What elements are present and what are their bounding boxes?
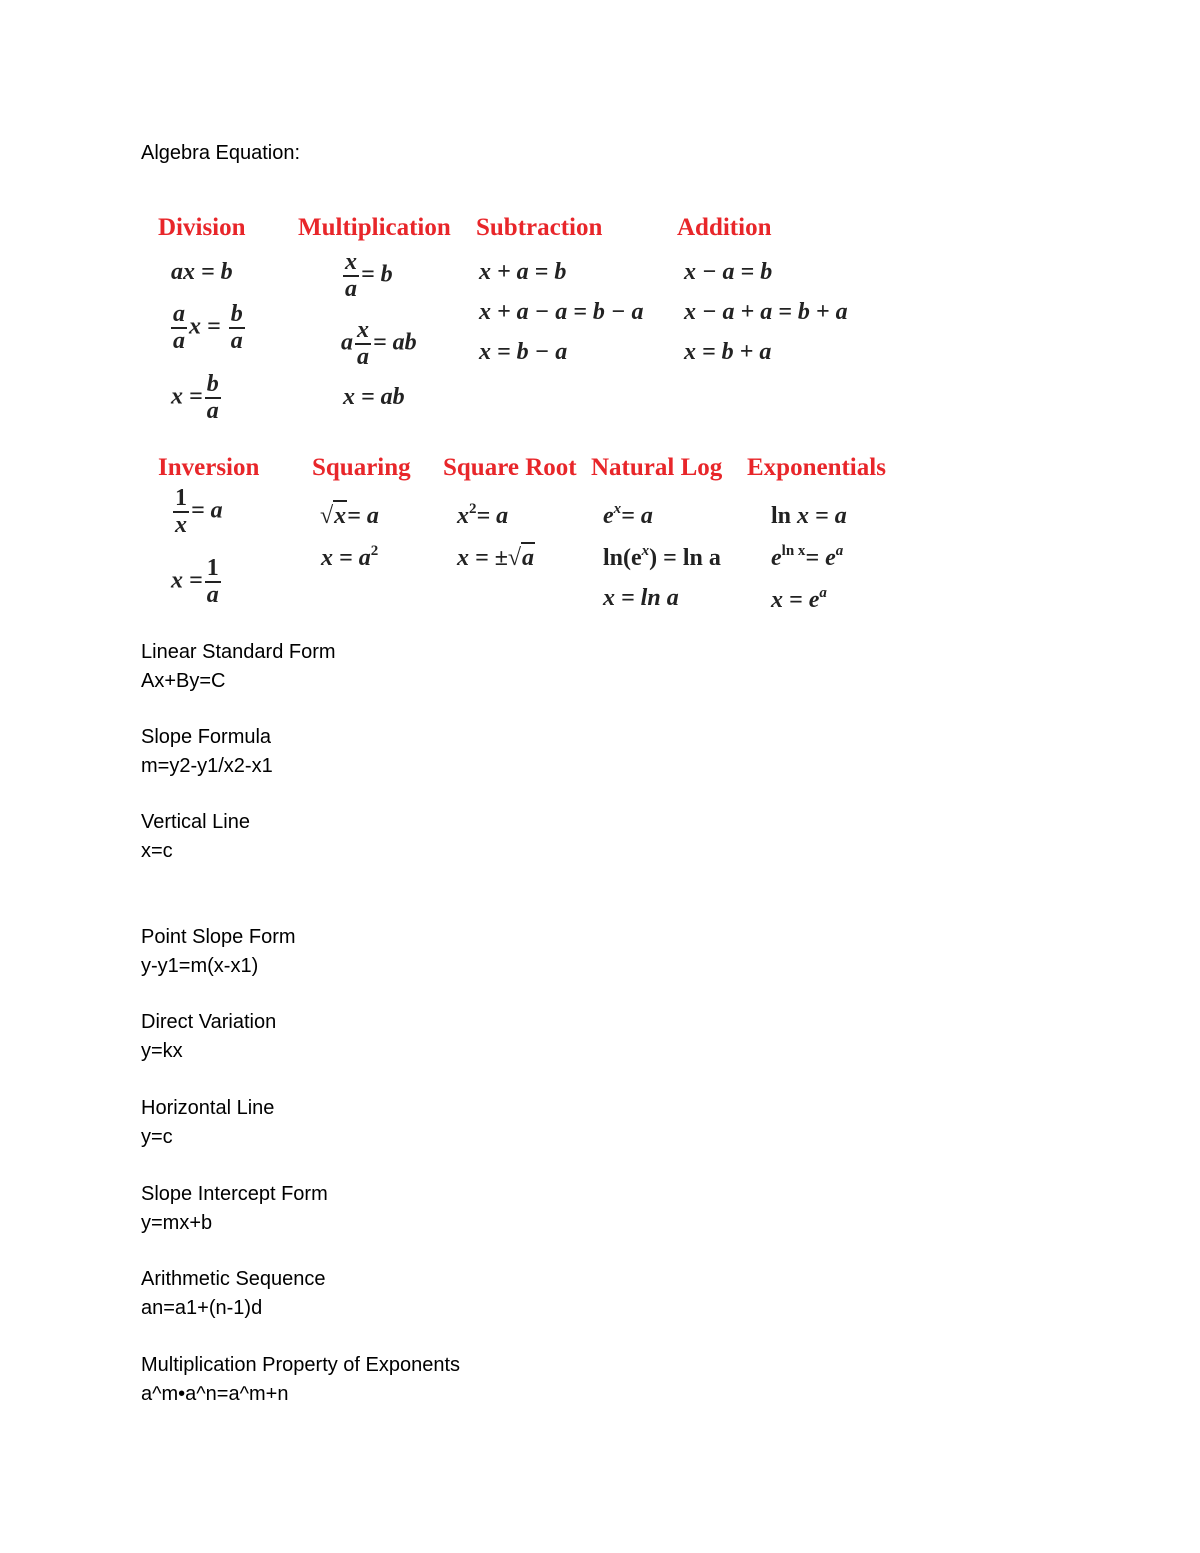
page-heading: Algebra Equation: <box>141 142 301 164</box>
inversion-eq-2: x = $\frac{1}{a}$ <box>171 555 219 609</box>
division-eq-1: ax = b <box>171 259 233 285</box>
note-formula: y=kx <box>141 1039 183 1062</box>
addition-eq-2: x − a + a = b + a <box>684 299 848 325</box>
note-formula: x=c <box>141 839 173 862</box>
header-square-root: Square Root <box>443 454 577 481</box>
natural-log-eq-2: $\ln(e^x) = \ln a$ <box>603 543 721 571</box>
note-slope-intercept-form <box>141 1180 328 1237</box>
inversion-eq-1: $\frac{1}{x}$ = a <box>175 485 223 539</box>
note-title: Arithmetic Sequence <box>141 1268 326 1290</box>
note-title: Vertical Line <box>141 811 250 833</box>
addition-eq-1: x − a = b <box>684 259 773 285</box>
note-title: Slope Intercept Form <box>141 1183 328 1205</box>
note-linear-standard-form <box>141 638 336 695</box>
note-formula: y=c <box>141 1125 173 1148</box>
exponentials-eq-1: ln x = a <box>771 503 847 529</box>
square-root-eq-1: $x^2= a$ <box>457 501 509 529</box>
note-formula: a^m•a^n=a^m+n <box>141 1382 289 1405</box>
note-formula: Ax+By=C <box>141 669 226 692</box>
subtraction-eq-3: x = b − a <box>479 339 568 365</box>
squaring-eq-2: $x = a^2$ <box>321 543 379 571</box>
square-root-eq-2: x = ±√a <box>457 546 535 570</box>
subtraction-eq-2: x + a − a = b − a <box>479 299 644 325</box>
note-formula: y-y1=m(x-x1) <box>141 954 259 977</box>
header-inversion: Inversion <box>158 454 260 481</box>
header-subtraction: Subtraction <box>476 214 603 241</box>
note-vertical-line <box>141 808 250 865</box>
natural-log-eq-1: $e^x= a$ <box>603 501 653 529</box>
multiplication-eq-2: a $\frac{x}{a}$ = ab <box>341 317 417 371</box>
note-slope-formula <box>141 723 273 780</box>
header-natural-log: Natural Log <box>591 454 723 481</box>
note-direct-variation <box>141 1008 276 1065</box>
header-addition: Addition <box>677 214 772 241</box>
subtraction-eq-1: x + a = b <box>479 259 567 285</box>
note-arithmetic-sequence <box>141 1265 326 1322</box>
squaring-eq-1: √x= a <box>320 504 379 528</box>
division-eq-3: x = $\frac{b}{a}$ <box>171 371 219 425</box>
multiplication-eq-1: $\frac{x}{a}$ = b <box>345 249 393 303</box>
note-title: Direct Variation <box>141 1011 277 1033</box>
note-multiplication-property-of-exponents <box>141 1351 460 1408</box>
note-formula: y=mx+b <box>141 1211 213 1234</box>
note-formula: m=y2-y1/x2-x1 <box>141 754 273 777</box>
note-point-slope-form <box>141 923 296 980</box>
header-exponentials: Exponentials <box>747 454 886 481</box>
note-title: Multiplication Property of Exponents <box>141 1354 461 1376</box>
addition-eq-3: x = b + a <box>684 339 772 365</box>
note-title: Linear Standard Form <box>141 641 336 663</box>
header-multiplication: Multiplication <box>298 214 451 241</box>
note-horizontal-line <box>141 1094 274 1151</box>
note-formula: an=a1+(n-1)d <box>141 1296 263 1319</box>
division-eq-2: $\frac{a}{a}$ x = $\frac{b}{a}$ <box>173 301 243 355</box>
multiplication-eq-3: x = ab <box>343 384 405 410</box>
header-squaring: Squaring <box>312 454 411 481</box>
note-title: Slope Formula <box>141 726 272 748</box>
exponentials-eq-3: $x = e^a$ <box>771 585 827 613</box>
header-division: Division <box>158 214 246 241</box>
exponentials-eq-2: $e^{ln x}= e^a$ <box>771 543 844 571</box>
natural-log-eq-3: x = ln a <box>603 585 679 611</box>
note-title: Point Slope Form <box>141 926 296 948</box>
note-title: Horizontal Line <box>141 1097 275 1119</box>
